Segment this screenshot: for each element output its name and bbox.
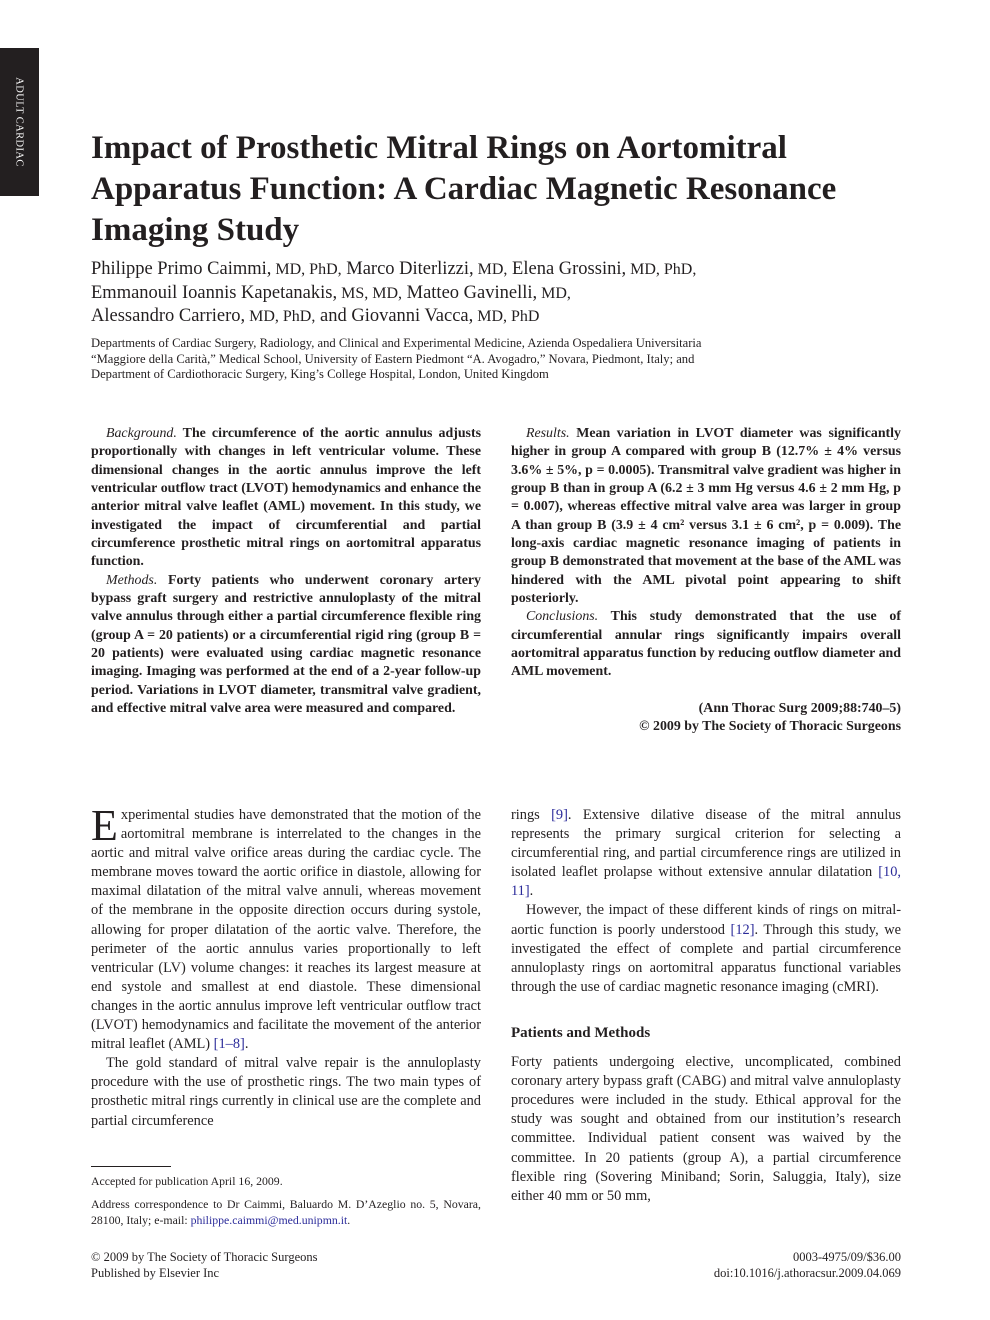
body-text: .	[529, 883, 534, 900]
reference-link[interactable]: [12]	[730, 921, 755, 938]
abstract-label: Methods.	[106, 572, 158, 588]
affiliation-line: Departments of Cardiac Surgery, Radiology, and Clinical and Experimental Medicine, Azienda Ospedaliera Universitaria	[91, 336, 702, 350]
body-paragraph	[91, 801, 481, 1054]
body-paragraph	[511, 901, 901, 996]
section-tab-label: ADULT CARDIAC	[13, 77, 25, 167]
journal-citation	[511, 700, 901, 737]
affiliation-line: “Maggiore della Carità,” Medical School, University of Eastern Piedmont “A. Avogadro,” Novara, Piedmont, Italy; and	[91, 351, 695, 366]
footnote-divider	[91, 1166, 171, 1167]
body-paragraph: Forty patients undergoing elective, uncomplicated, combined coronary artery bypass graft (CABG) and mitral valve annuloplasty procedures were included in the study. Ethical approval for the study was sought and obtained from our institution’s research committee. Individual patient consent was waived by the committee. In 20 patients (group A), a partial circumference flexible ring (Sovering Miniband; Sorin, Saluggia, Italy), size either 40 mm or 50 mm,	[511, 1054, 901, 1204]
affiliation-line: Department of Cardiothoracic Surgery, King’s College Hospital, London, United Kingdom	[91, 367, 549, 382]
author-degree: MD, PhD	[473, 308, 540, 325]
author-name: Alessandro Carriero,	[91, 306, 246, 326]
body-text: .	[244, 1036, 249, 1053]
drop-cap: E	[91, 801, 118, 850]
author-conjunction: and	[315, 306, 347, 326]
author-degree: MD, PhD,	[245, 308, 316, 325]
body-left-column	[91, 801, 481, 1131]
reference-link[interactable]: [1–8]	[213, 1036, 245, 1053]
footer-issn-price: 0003-4975/09/$36.00	[793, 1250, 901, 1264]
section-heading: Patients and Methods	[511, 1024, 651, 1041]
footer-doi[interactable]: doi:10.1016/j.athoracsur.2009.04.069	[713, 1265, 901, 1280]
body-text: . Extensive dilative disease of the mitral annulus represents the primary surgical criterion for selecting a circumferential ring, and partial circumference rings are utilized in isolated leaflet prolapse without extensive annular dilatation	[511, 807, 901, 881]
body-text: xperimental studies have demonstrated that the motion of the aortomitral membrane is interrelated to the changes in the aortic and mitral valve orifice areas during the cardiac cycle. The membrane moves toward the aortic orifice in diastole, allowing for maximal dilatation of the mitral valve annuli, whereas movement of the membrane in the opposite direction occurs during systole, allowing for proper dilatation of the aortic valve. Therefore, the perimeter of the aortic annulus varies proportionally to left ventricular (LV) volume changes: it reaches its largest measure at end systole and smallest at end diastole. These dimensional changes in the aortic annulus improve left ventricular outflow tract (LVOT) hemodynamics and facilitate the movement of the anterior mitral leaflet (AML)	[91, 807, 481, 1053]
correspondence-address	[91, 1196, 481, 1229]
section-tab	[0, 48, 39, 196]
abstract-right-column	[511, 425, 901, 737]
footnotes	[91, 1173, 481, 1235]
footer-identifiers	[714, 1250, 901, 1282]
author-degree: MD,	[473, 261, 508, 278]
abstract-results	[511, 425, 901, 608]
abstract-text: The circumference of the aortic annulus adjusts proportionally with changes in left ventricular volume. These dimensional changes in the aortic annulus improve the left ventricular outflow tract (LVOT) hemodynamics and enhance the anterior mitral valve leaflet (AML) movement. In this study, we investigated the impact of circumferential and partial circumference prosthetic mitral rings on aortomitral apparatus function.	[91, 426, 481, 570]
author-degree: MD, PhD,	[626, 261, 697, 278]
abstract-copyright: © 2009 by The Society of Thoracic Surgeons	[639, 719, 901, 735]
address-text: .	[347, 1213, 351, 1227]
author-name: Marco Diterlizzi,	[341, 259, 474, 279]
author-name: Philippe Primo Caimmi,	[91, 259, 272, 279]
reference-link[interactable]: [9]	[551, 807, 568, 823]
author-degree: MD, PhD,	[271, 261, 342, 278]
abstract-background	[91, 425, 481, 572]
footer-publisher	[91, 1250, 317, 1282]
article-title: Impact of Prosthetic Mitral Rings on Aortomitral Apparatus Function: A Cardiac Magnetic Resonance Imaging Study	[91, 130, 837, 248]
abstract-label: Results.	[526, 426, 570, 441]
abstract-text: This study demonstrated that the use of circumferential annular rings significantly impairs overall aortomitral apparatus function by reducing outflow diameter and AML movement.	[511, 609, 901, 680]
footer-copyright: © 2009 by The Society of Thoracic Surgeons	[91, 1250, 318, 1264]
body-paragraph	[511, 806, 901, 901]
body-text: rings	[511, 807, 552, 823]
reference-link[interactable]: [10, 11]	[511, 864, 901, 900]
accepted-date: Accepted for publication April 16, 2009.	[91, 1174, 283, 1188]
body-text: However, the impact of these different kinds of rings on mitral-aortic function is poorly understood	[511, 902, 901, 938]
author-name: Elena Grossini,	[507, 259, 627, 279]
abstract-label: Conclusions.	[526, 609, 599, 625]
body-paragraph: The gold standard of mitral valve repair is the annuloplasty procedure with the use of prosthetic rings. The two main types of prosthetic mitral rings currently in clinical use are the complete and partial circumference	[91, 1055, 481, 1129]
author-degree: MS, MD,	[337, 284, 402, 302]
email-link[interactable]: philippe.caimmi@med.unipmn.it	[190, 1213, 348, 1227]
abstract-label: Background.	[106, 426, 177, 441]
author-degree: MD,	[537, 284, 571, 302]
author-name: Emmanouil Ioannis Kapetanakis,	[91, 282, 338, 303]
abstract-methods	[91, 572, 481, 719]
author-name: Matteo Gavinelli,	[402, 282, 538, 303]
address-text: Address correspondence to Dr Caimmi, Baluardo M. D’Azeglio no. 5, Novara, 28100, Italy; e-mail:	[91, 1196, 481, 1227]
abstract-left-column	[91, 425, 481, 719]
footer-publisher-name: Published by Elsevier Inc	[91, 1265, 220, 1280]
author-list	[91, 258, 931, 329]
body-right-column	[511, 806, 901, 1206]
abstract-text: Mean variation in LVOT diameter was significantly higher in group A compared with group B (12.7% ± 4% versus 3.6% ± 5%, p = 0.0005). Transmitral valve gradient was higher in group B than in group A (6.2 ± 3 mm Hg versus 4.6 ± 2 mm Hg, p = 0.007), whereas effective mitral valve area was larger in group A than group B (3.9 ± 4 cm² versus 3.1 ± 6 cm², p = 0.009). The long-axis cardiac magnetic resonance imaging of patients in group B demonstrated that movement at the base of the AML was hindered with the AML pivotal point appearing to shift posteriorly.	[511, 426, 901, 607]
body-text: . Through this study, we investigated the effect of complete and partial circumference annuloplasty rings on aortomitral apparatus functional variables through the use of cardiac magnetic resonance imaging (cMRI).	[511, 921, 901, 995]
author-name: Giovanni Vacca,	[346, 306, 474, 326]
abstract-conclusions	[511, 608, 901, 681]
citation-text: (Ann Thorac Surg 2009;88:740–5)	[698, 700, 901, 716]
affiliations	[91, 336, 911, 383]
abstract-text: Forty patients who underwent coronary artery bypass graft surgery and restrictive annuloplasty of the mitral valve annulus through either a partial circumference flexible ring (group A = 20 patients) or a circumferential rigid ring (group B = 20 patients) were evaluated using cardiac magnetic resonance imaging. Imaging was performed at the end of a 2-year follow-up period. Variations in LVOT diameter, transmitral valve gradient, and effective mitral valve area were measured and compared.	[91, 572, 481, 717]
